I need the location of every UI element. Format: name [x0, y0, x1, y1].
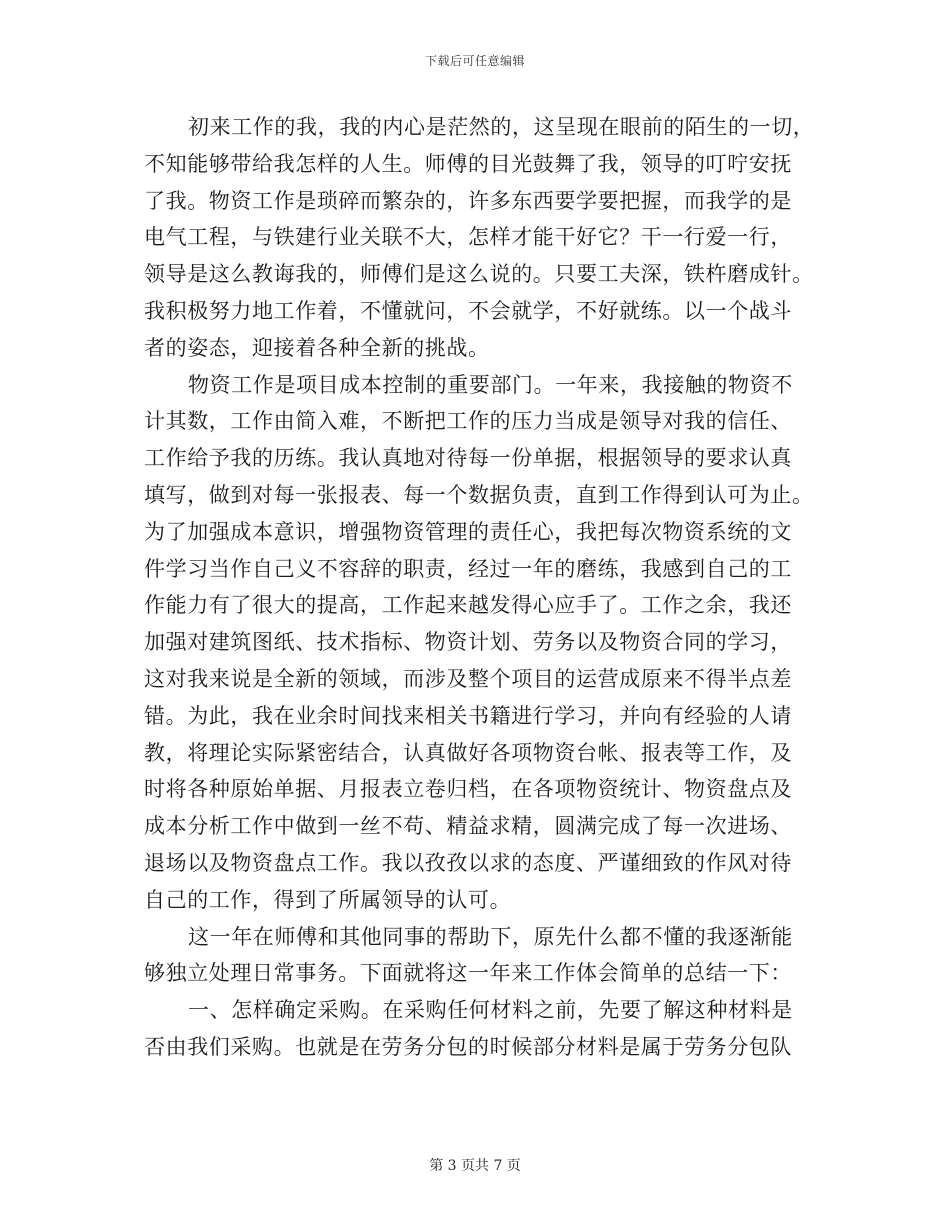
text-line: 自己的工作，得到了所属领导的认可。	[144, 887, 512, 912]
text-line: 成本分析工作中做到一丝不苟、精益求精，圆满完成了每一次进场、	[144, 814, 792, 839]
text-line: 作能力有了很大的提高，工作起来越发得心应手了。工作之余，我还	[144, 593, 792, 618]
text-line: 件学习当作自己义不容辞的职责，经过一年的磨练，我感到自己的工	[144, 556, 792, 581]
text-line: 错。为此，我在业余时间找来相关书籍进行学习，并向有经验的人请	[144, 703, 792, 728]
text-line: 工作给予我的历练。我认真地对待每一份单据，根据领导的要求认真	[144, 446, 792, 471]
text-line: 我积极努力地工作着，不懂就问，不会就学，不好就练。以一个战斗	[144, 298, 792, 323]
text-line: 初来工作的我，我的内心是茫然的，这呈现在眼前的陌生的一切，	[188, 115, 815, 139]
text-line: 加强对建筑图纸、技术指标、物资计划、劳务以及物资合同的学习，	[144, 630, 792, 655]
paragraph-2	[144, 370, 814, 922]
text-line: 退场以及物资盘点工作。我以孜孜以求的态度、严谨细致的作风对待	[144, 850, 792, 875]
text-line: 计其数，工作由简入难，不断把工作的压力当成是领导对我的信任、	[144, 409, 792, 434]
text-line: 不知能够带给我怎样的人生。师傅的目光鼓舞了我，领导的叮咛安抚	[144, 151, 792, 176]
text-line: 为了加强成本意识，增强物资管理的责任心，我把每次物资系统的文	[144, 519, 792, 544]
text-line: 这一年在师傅和其他同事的帮助下，原先什么都不懂的我逐渐能	[188, 924, 793, 949]
text-line: 物资工作是项目成本控制的重要部门。一年来，我接触的物资不	[188, 372, 793, 397]
text-line: 否由我们采购。也就是在劳务分包的时候部分材料是属于劳务分包队	[144, 1034, 792, 1059]
paragraph-1	[144, 112, 815, 370]
text-line: 了我。物资工作是琐碎而繁杂的，许多东西要学要把握，而我学的是	[144, 188, 792, 213]
page-header: 下载后可任意编辑	[424, 54, 525, 68]
text-line: 电气工程，与铁建行业关联不大，怎样才能干好它？干一行爱一行，	[144, 225, 792, 250]
paragraph-3	[144, 922, 808, 996]
text-line: 时将各种原始单据、月报表立卷归档，在各项物资统计、物资盘点及	[144, 777, 792, 802]
document-body	[144, 112, 815, 1069]
text-line: 一、怎样确定采购。在采购任何材料之前，先要了解这种材料是	[188, 998, 793, 1023]
text-line: 填写，做到对每一张报表、每一个数据负责，直到工作得到认可为止。	[144, 482, 814, 507]
text-line: 教，将理论实际紧密结合，认真做好各项物资台帐、报表等工作，及	[144, 740, 792, 765]
text-line: 够独立处理日常事务。下面就将这一年来工作体会简单的总结一下：	[144, 961, 792, 986]
text-line: 者的姿态，迎接着各种全新的挑战。	[144, 335, 490, 360]
text-line: 这对我来说是全新的领域，而涉及整个项目的运营成原来不得半点差	[144, 666, 792, 691]
text-line: 领导是这么教诲我的，师傅们是这么说的。只要工夫深，铁杵磨成针。	[144, 262, 814, 287]
page-number: 第 3 页共 7 页	[429, 1158, 521, 1174]
paragraph-4	[144, 995, 808, 1069]
